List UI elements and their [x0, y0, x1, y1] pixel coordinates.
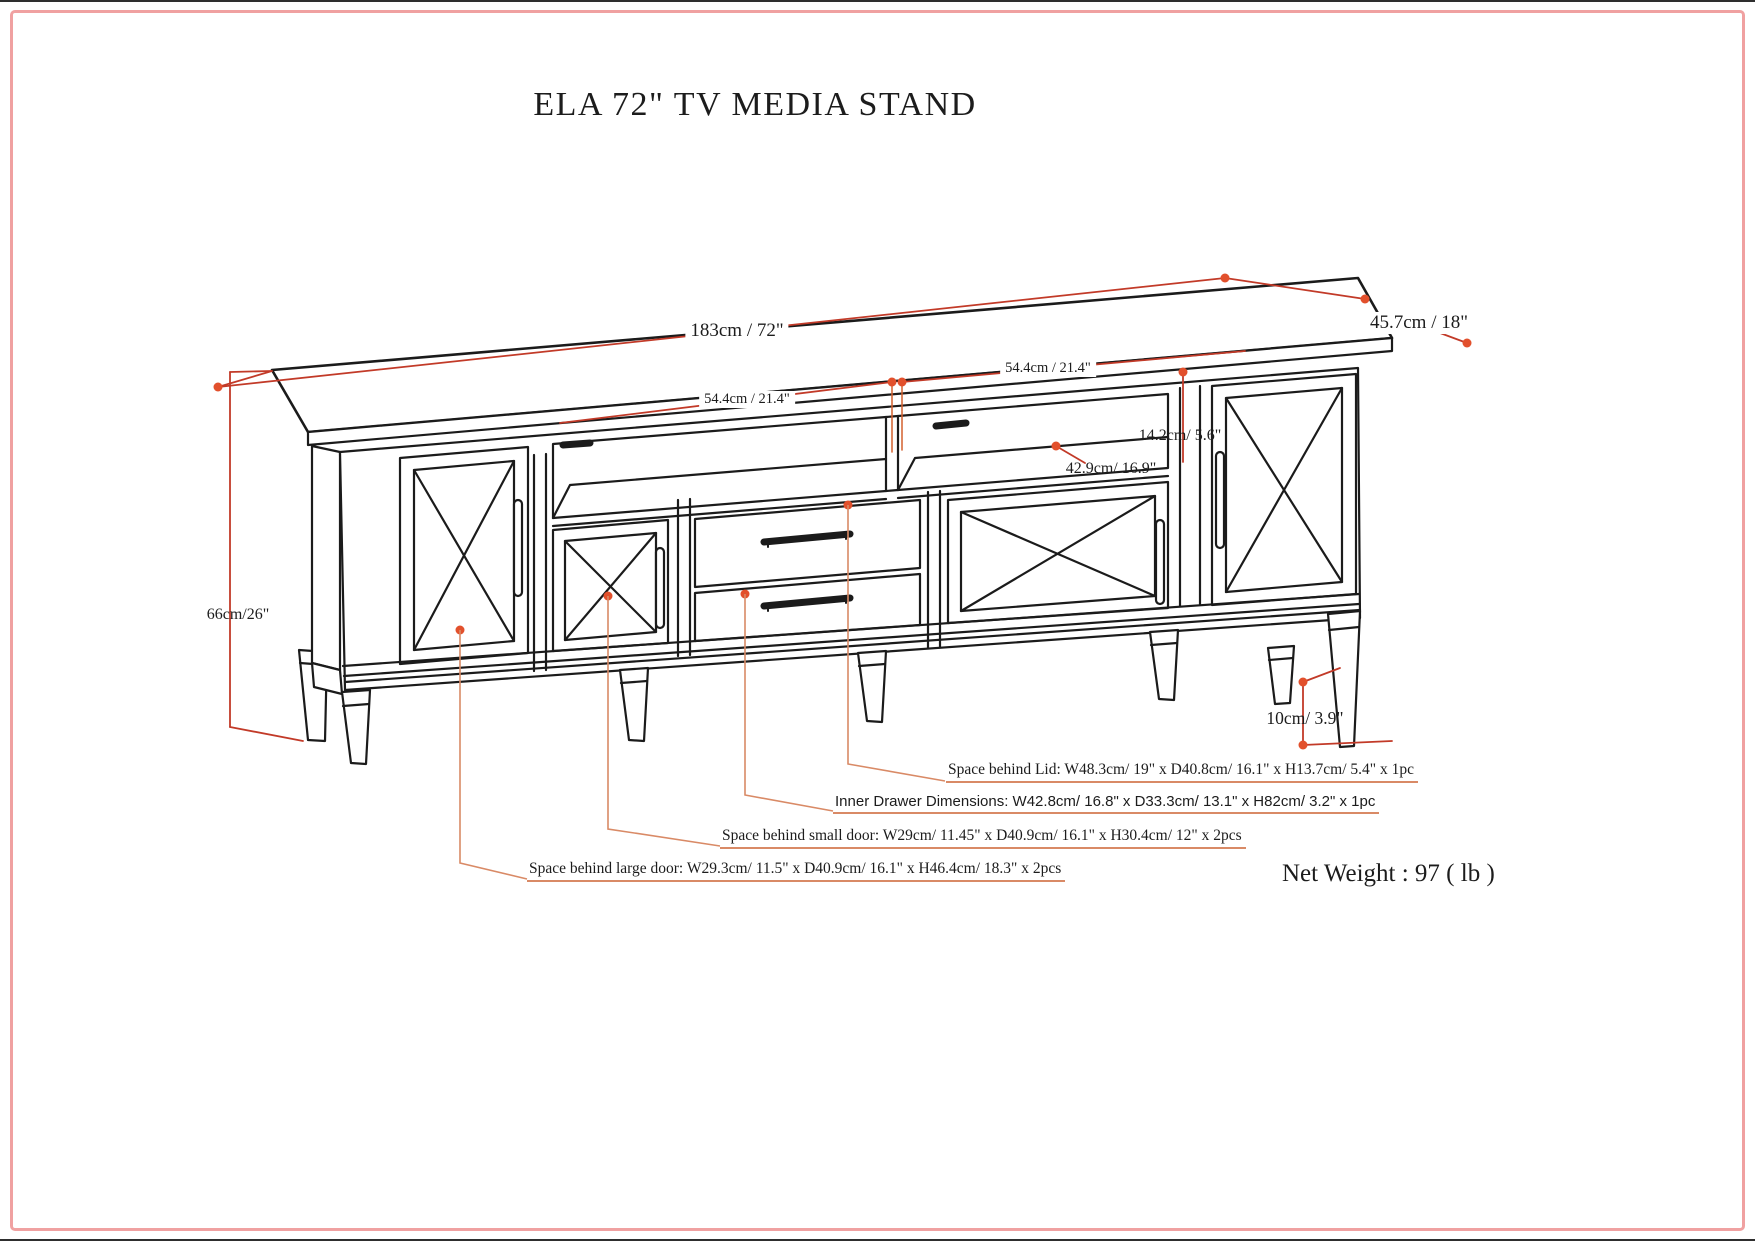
leg	[1268, 646, 1294, 704]
cord-hole	[936, 423, 966, 426]
page-title: ELA 72" TV MEDIA STAND	[533, 86, 977, 123]
dim-overall-width-label: 183cm / 72"	[685, 320, 788, 342]
dim-shelf-width-right-label: 54.4cm / 21.4"	[1000, 360, 1096, 377]
leg	[1150, 630, 1178, 700]
door-handle	[514, 500, 522, 596]
door-handle	[656, 548, 664, 628]
cord-hole	[563, 443, 590, 445]
leg	[342, 690, 370, 764]
net-weight-label: Net Weight : 97 ( lb )	[1282, 860, 1495, 887]
dim-shelf-depth-label: 42.9cm/ 16.9"	[1065, 460, 1157, 477]
annotation-space-behind-lid: Space behind Lid: W48.3cm/ 19" x D40.8cm/ 16.1" x H13.7cm/ 5.4" x 1pc	[946, 761, 1418, 783]
leg	[620, 668, 648, 741]
door-handle	[1156, 520, 1164, 604]
annotation-space-behind-large-door: Space behind large door: W29.3cm/ 11.5" x D40.9cm/ 16.1" x H46.4cm/ 18.3" x 2pcs	[527, 860, 1065, 882]
dim-overall-depth-label: 45.7cm / 18"	[1365, 312, 1473, 334]
dim-shelf-height-label: 14.2cm/ 5.6"	[1138, 427, 1222, 444]
dim-leg-height-label: 10cm/ 3.9"	[1266, 708, 1344, 728]
annotation-inner-drawer-dimensions: Inner Drawer Dimensions: W42.8cm/ 16.8" x D33.3cm/ 13.1" x H82cm/ 3.2" x 1pc	[833, 793, 1379, 814]
left-side-panel	[312, 446, 340, 670]
furniture-art	[272, 278, 1392, 764]
annotation-space-behind-small-door: Space behind small door: W29cm/ 11.45" x D40.9cm/ 16.1" x H30.4cm/ 12" x 2pcs	[720, 827, 1246, 849]
dim-overall-height-label: 66cm/26"	[206, 606, 270, 623]
door-handle	[1216, 452, 1224, 548]
leg	[858, 651, 886, 722]
dim-shelf-width-left-label: 54.4cm / 21.4"	[699, 391, 795, 408]
